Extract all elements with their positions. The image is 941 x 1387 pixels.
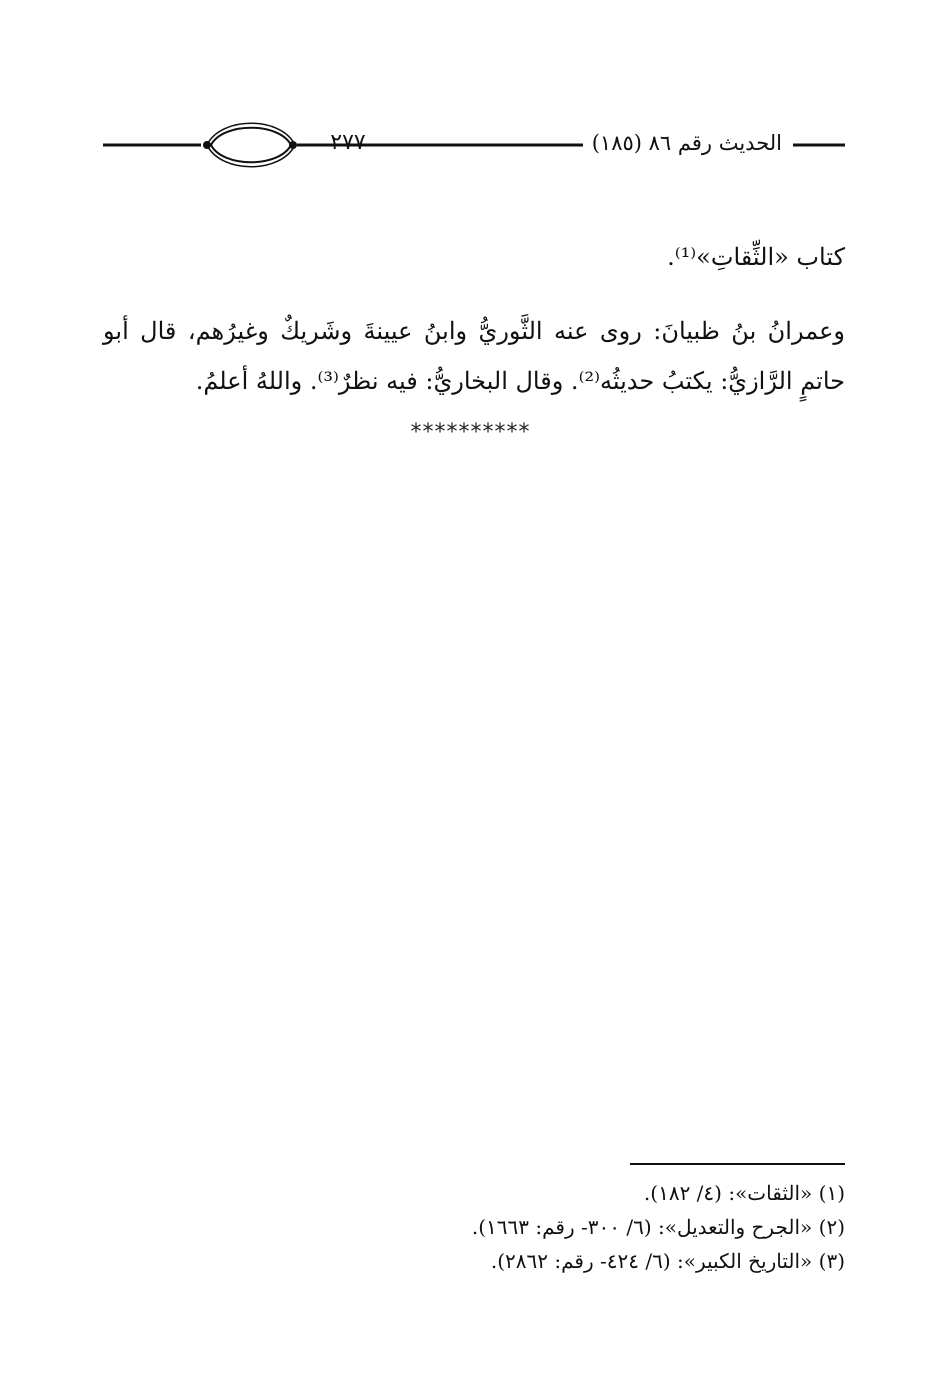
footnote-1: (١) «الثقات»: (٤/ ١٨٢). — [643, 1181, 845, 1205]
footnote-2: (٢) «الجرح والتعديل»: (٦/ ٣٠٠- رقم: ١٦٦٣). — [471, 1215, 845, 1239]
body-paragraph-1: كتاب «الثِّقاتِ»⁽¹⁾. — [667, 243, 845, 271]
footnote-rule — [630, 1163, 845, 1165]
footnote-3: (٣) «التاريخ الكبير»: (٦/ ٤٢٤- رقم: ٢٨٦٢). — [490, 1249, 845, 1273]
footnotes — [103, 1176, 845, 1278]
running-title: الحديث رقم ٨٦ (١٨٥) — [584, 130, 790, 156]
section-separator: ********** — [410, 420, 531, 445]
page-header — [103, 118, 845, 174]
body-paragraph-2: وعمرانُ بنُ ظبيانَ: روى عنه الثَّوريُّ وابنُ عيينةَ وشَريكٌ وغيرُهم، قال أبو حاتمٍ الرَّازيُّ: يكتبُ حديثُه⁽²⁾. وقال البخاريُّ: فيه نظرٌ⁽³⁾. واللهُ أعلمُ. — [103, 317, 846, 395]
page-number: ٢٧٧ — [330, 130, 366, 155]
